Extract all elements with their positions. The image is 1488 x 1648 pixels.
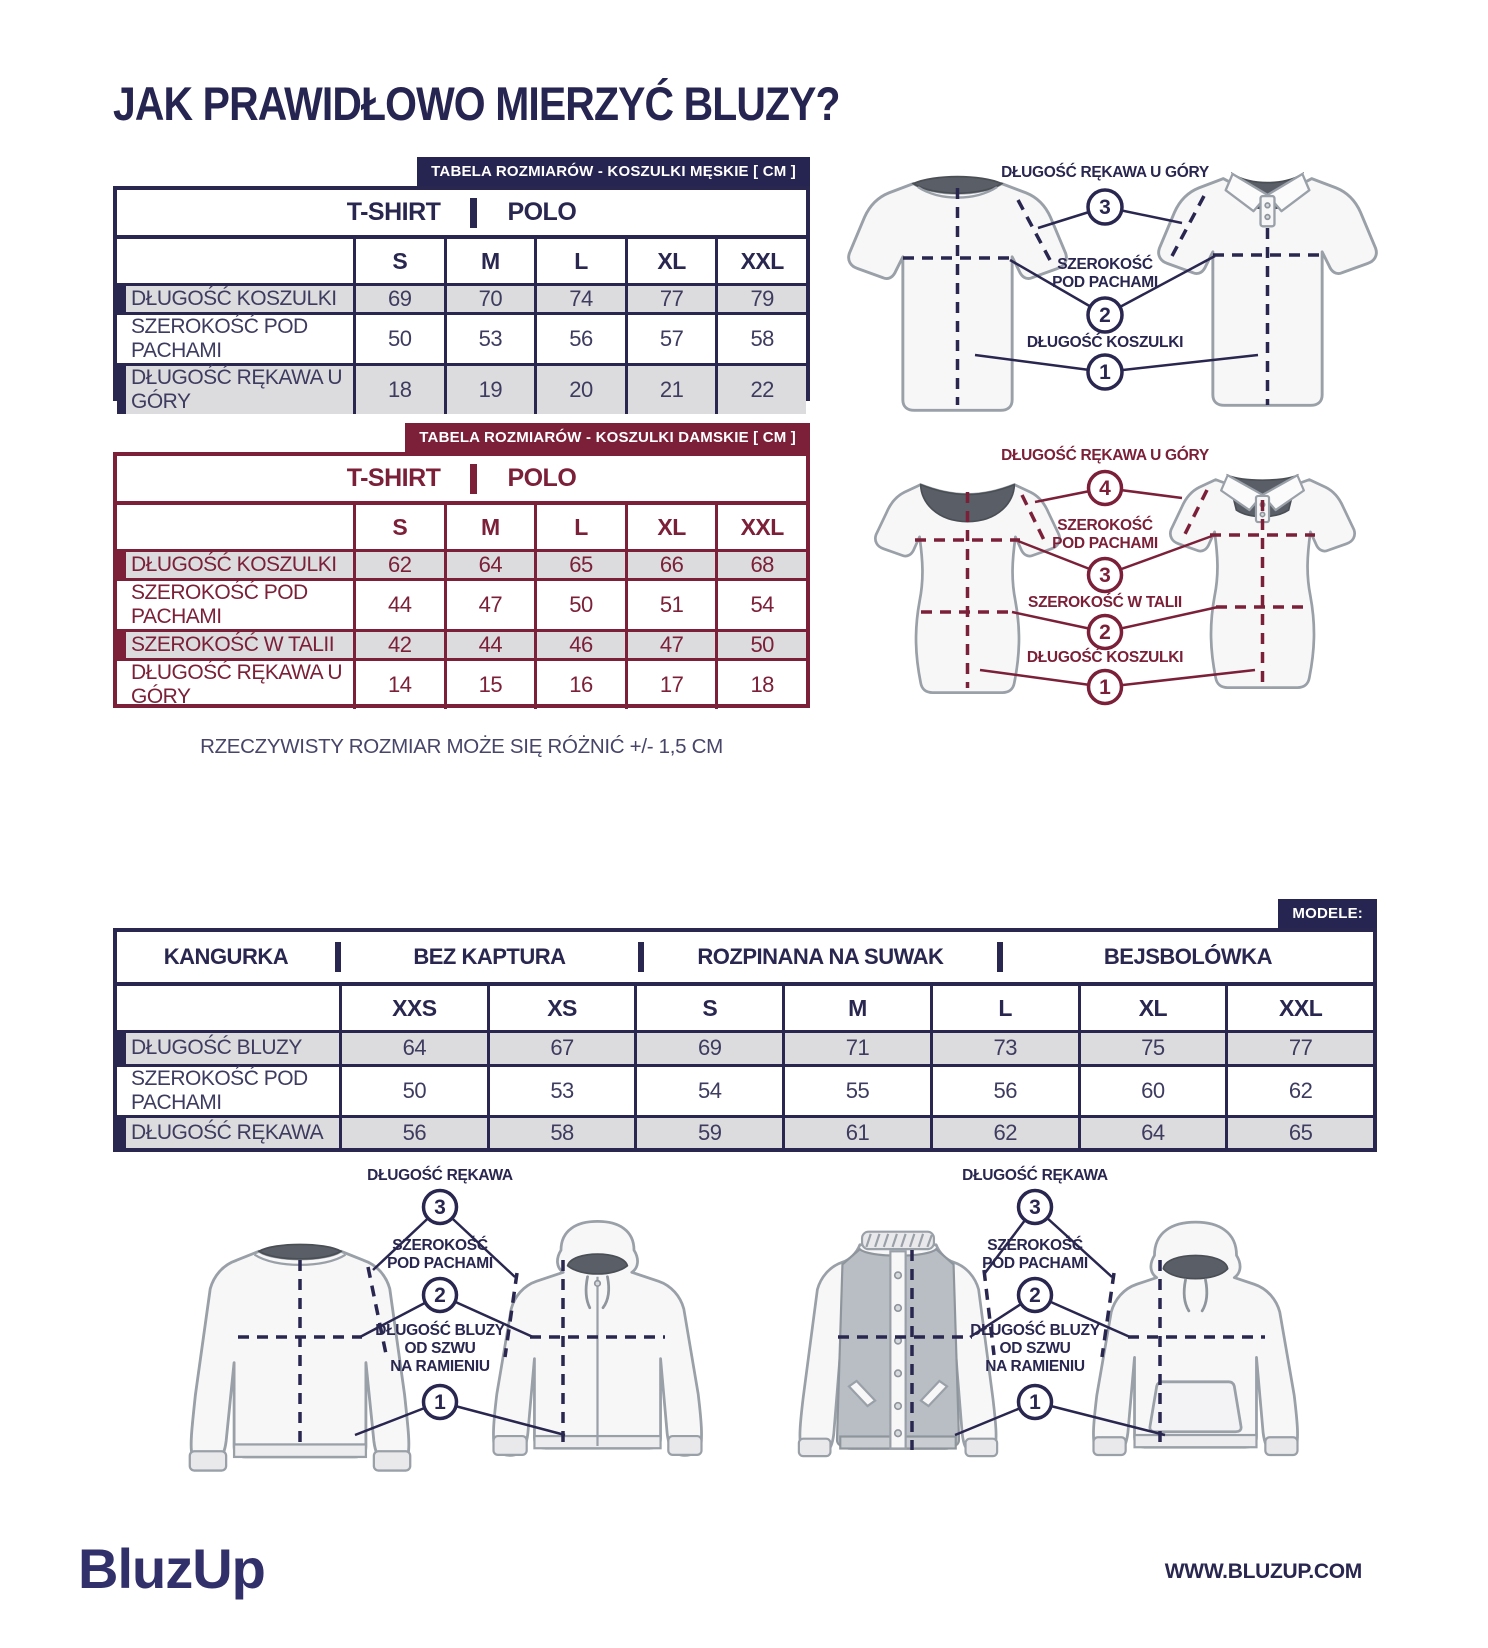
women-table-badge: TABELA ROZMIARÓW - KOSZULKI DAMSKIE [ CM ] <box>405 423 810 452</box>
men-shirts-measure-diagram <box>830 150 1400 415</box>
category-kangurka: KANGURKA <box>163 944 289 969</box>
size-value: 59 <box>634 1118 782 1149</box>
table-row <box>117 312 806 363</box>
models-size-table <box>113 928 1377 1152</box>
size-value: 66 <box>625 552 716 578</box>
callout-number: 3 <box>1029 1196 1041 1219</box>
size-value: 73 <box>930 1033 1078 1064</box>
size-value: 54 <box>715 581 806 629</box>
callout-label: DŁUGOŚĆ KOSZULKI <box>1026 649 1184 666</box>
women-size-header-row <box>117 505 806 549</box>
size-value: 53 <box>487 1067 635 1115</box>
models-size-header-row <box>117 986 1373 1030</box>
size-header: M <box>444 239 535 283</box>
size-value: 58 <box>487 1118 635 1149</box>
callout-number: 2 <box>434 1284 446 1307</box>
size-header: S <box>353 239 444 283</box>
size-value: 15 <box>444 661 535 709</box>
size-value: 56 <box>930 1067 1078 1115</box>
size-value: 56 <box>339 1118 487 1149</box>
size-value: 58 <box>715 315 806 363</box>
size-value: 19 <box>444 366 535 414</box>
callout-label: SZEROKOŚĆ W TALII <box>1028 594 1182 611</box>
callout-number: 2 <box>1029 1284 1041 1307</box>
row-label: SZEROKOŚĆ POD PACHAMI <box>131 1066 308 1114</box>
table-row <box>117 283 806 312</box>
callout-label: OD SZWU <box>404 1340 476 1357</box>
callout-label: POD PACHAMI <box>1052 535 1158 552</box>
size-value: 21 <box>625 366 716 414</box>
size-value: 67 <box>487 1033 635 1064</box>
row-label: DŁUGOŚĆ KOSZULKI <box>131 287 337 310</box>
men-garment-type-header <box>117 190 806 239</box>
table-row <box>117 549 806 578</box>
callout-label: NA RAMIENIU <box>390 1358 490 1375</box>
table-row <box>117 1030 1373 1064</box>
size-header: XXL <box>1225 986 1373 1030</box>
size-tolerance-note: RZECZYWISTY ROZMIAR MOŻE SIĘ RÓŻNIĆ +/- 1,5 CM <box>200 735 723 758</box>
men-size-header-row <box>117 239 806 283</box>
size-header: XXL <box>715 239 806 283</box>
row-label: SZEROKOŚĆ W TALII <box>131 633 335 656</box>
size-value: 57 <box>625 315 716 363</box>
callout-number: 4 <box>1099 477 1111 500</box>
size-value: 69 <box>353 286 444 312</box>
category-rozpinana: ROZPINANA NA SUWAK <box>697 944 944 969</box>
page-title: JAK PRAWIDŁOWO MIERZYĆ BLUZY? <box>113 77 840 130</box>
women-shirts-measure-diagram <box>830 440 1400 730</box>
sweatshirt-measure-diagram <box>165 1165 745 1485</box>
callout-label: NA RAMIENIU <box>985 1358 1085 1375</box>
size-value: 18 <box>715 661 806 709</box>
callout-number: 1 <box>1099 676 1111 699</box>
size-header: L <box>930 986 1078 1030</box>
size-header: XL <box>625 505 716 549</box>
size-value: 71 <box>782 1033 930 1064</box>
size-header: XS <box>487 986 635 1030</box>
size-value: 68 <box>715 552 806 578</box>
category-bez-kaptura: BEZ KAPTURA <box>413 944 566 969</box>
size-value: 44 <box>444 632 535 658</box>
table-row <box>117 578 806 629</box>
jacket-hoodie-measure-diagram <box>760 1165 1340 1485</box>
type-separator-bar <box>470 464 477 494</box>
size-value: 47 <box>625 632 716 658</box>
size-value: 18 <box>353 366 444 414</box>
men-type-polo: POLO <box>507 198 577 226</box>
callout-label: DŁUGOŚĆ KOSZULKI <box>1026 334 1184 351</box>
size-header: XXL <box>715 505 806 549</box>
size-value: 50 <box>534 581 625 629</box>
size-header: S <box>353 505 444 549</box>
callout-label: POD PACHAMI <box>1052 274 1158 291</box>
category-bejsbolowka: BEJSBOLÓWKA <box>1103 944 1272 969</box>
callout-label: SZEROKOŚĆ <box>1057 517 1153 534</box>
callout-label: DŁUGOŚĆ RĘKAWA <box>367 1167 513 1184</box>
callout-label: DŁUGOŚĆ RĘKAWA U GÓRY <box>1001 164 1209 181</box>
size-value: 61 <box>782 1118 930 1149</box>
size-value: 47 <box>444 581 535 629</box>
empty-corner-cell <box>117 239 353 283</box>
table-row <box>117 629 806 658</box>
callout-label: POD PACHAMI <box>982 1255 1088 1272</box>
size-header: S <box>634 986 782 1030</box>
row-label: SZEROKOŚĆ POD PACHAMI <box>131 581 308 628</box>
size-value: 50 <box>715 632 806 658</box>
size-value: 44 <box>353 581 444 629</box>
table-row <box>117 1064 1373 1115</box>
size-value: 22 <box>715 366 806 414</box>
men-type-tshirt: T-SHIRT <box>346 198 441 226</box>
size-header: XL <box>625 239 716 283</box>
size-value: 51 <box>625 581 716 629</box>
size-value: 46 <box>534 632 625 658</box>
size-value: 79 <box>715 286 806 312</box>
men-table-badge: TABELA ROZMIARÓW - KOSZULKI MĘSKIE [ CM ] <box>417 157 810 186</box>
size-value: 77 <box>625 286 716 312</box>
size-value: 60 <box>1078 1067 1226 1115</box>
size-value: 75 <box>1078 1033 1226 1064</box>
size-value: 50 <box>353 315 444 363</box>
callout-label: SZEROKOŚĆ <box>1057 256 1153 273</box>
size-value: 62 <box>930 1118 1078 1149</box>
size-value: 77 <box>1225 1033 1373 1064</box>
size-value: 64 <box>1078 1118 1226 1149</box>
size-value: 65 <box>534 552 625 578</box>
row-label: DŁUGOŚĆ RĘKAWA U GÓRY <box>131 661 342 708</box>
models-badge: MODELE: <box>1278 899 1377 928</box>
size-value: 53 <box>444 315 535 363</box>
size-value: 20 <box>534 366 625 414</box>
callout-label: OD SZWU <box>999 1340 1071 1357</box>
size-value: 14 <box>353 661 444 709</box>
empty-corner-cell <box>117 505 353 549</box>
table-row <box>117 1115 1373 1149</box>
callout-number: 3 <box>1099 196 1111 219</box>
callout-label: DŁUGOŚĆ BLUZY <box>375 1322 505 1339</box>
brand-logo: BluzUp <box>78 1537 265 1600</box>
model-categories-header <box>117 932 1373 986</box>
size-value: 56 <box>534 315 625 363</box>
type-separator-bar <box>470 198 477 228</box>
size-header: XXS <box>339 986 487 1030</box>
callout-label: DŁUGOŚĆ RĘKAWA U GÓRY <box>1001 447 1209 464</box>
table-row <box>117 658 806 709</box>
row-label: SZEROKOŚĆ POD PACHAMI <box>131 315 308 362</box>
women-garment-type-header <box>117 456 806 505</box>
size-value: 62 <box>1225 1067 1373 1115</box>
size-value: 62 <box>353 552 444 578</box>
size-value: 16 <box>534 661 625 709</box>
men-size-table <box>113 186 810 413</box>
size-value: 42 <box>353 632 444 658</box>
row-label: DŁUGOŚĆ BLUZY <box>131 1036 302 1060</box>
size-value: 55 <box>782 1067 930 1115</box>
size-value: 17 <box>625 661 716 709</box>
size-value: 65 <box>1225 1118 1373 1149</box>
callout-label: POD PACHAMI <box>387 1255 493 1272</box>
row-label: DŁUGOŚĆ RĘKAWA <box>131 1120 324 1144</box>
size-value: 50 <box>339 1067 487 1115</box>
women-type-polo: POLO <box>507 464 577 492</box>
size-header: M <box>444 505 535 549</box>
row-label: DŁUGOŚĆ KOSZULKI <box>131 553 337 576</box>
women-size-table <box>113 452 810 708</box>
callout-label: DŁUGOŚĆ RĘKAWA <box>962 1167 1108 1184</box>
callout-number: 2 <box>1099 621 1111 644</box>
callout-number: 1 <box>1029 1391 1041 1414</box>
size-header: L <box>534 505 625 549</box>
women-type-tshirt: T-SHIRT <box>346 464 441 492</box>
callout-number: 3 <box>1099 564 1111 587</box>
row-label: DŁUGOŚĆ RĘKAWA U GÓRY <box>131 366 342 413</box>
callout-number: 2 <box>1099 304 1111 327</box>
size-value: 64 <box>444 552 535 578</box>
baseball-jacket-illustration <box>799 1232 997 1456</box>
callout-number: 1 <box>434 1391 446 1414</box>
table-row <box>117 363 806 414</box>
size-value: 74 <box>534 286 625 312</box>
website-url: WWW.BLUZUP.COM <box>1164 1560 1362 1583</box>
callout-label: SZEROKOŚĆ <box>392 1237 488 1254</box>
callout-label: SZEROKOŚĆ <box>987 1237 1083 1254</box>
size-value: 70 <box>444 286 535 312</box>
size-header: XL <box>1078 986 1226 1030</box>
callout-label: DŁUGOŚĆ BLUZY <box>970 1322 1100 1339</box>
size-header: M <box>782 986 930 1030</box>
size-header: L <box>534 239 625 283</box>
callout-number: 1 <box>1099 361 1111 384</box>
size-value: 54 <box>634 1067 782 1115</box>
size-value: 69 <box>634 1033 782 1064</box>
callout-number: 3 <box>434 1196 446 1219</box>
size-value: 64 <box>339 1033 487 1064</box>
empty-corner-cell <box>117 986 339 1030</box>
